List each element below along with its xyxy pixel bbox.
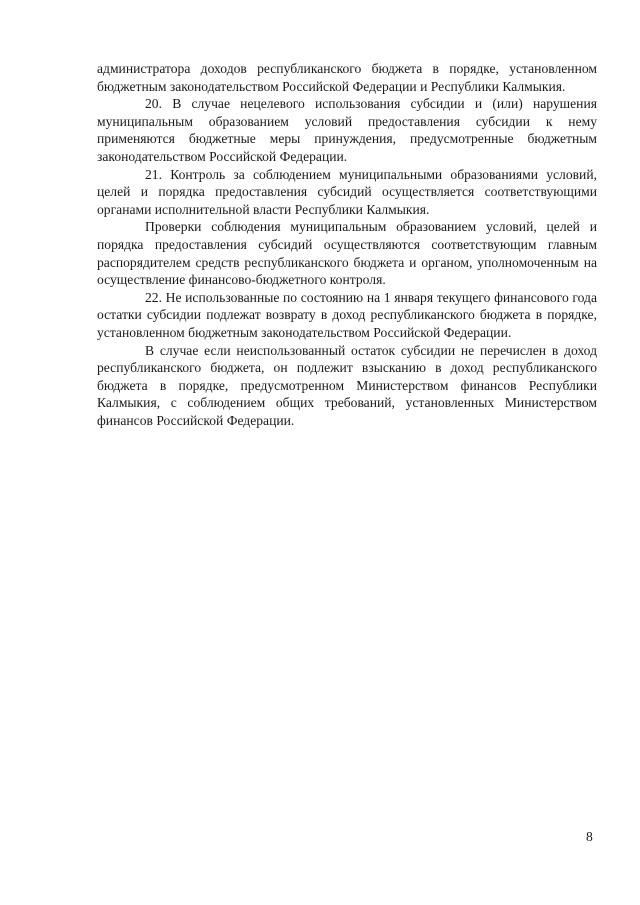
paragraph-22: 22. Не использованные по состоянию на 1 января текущего финансового года остатки субсидии подлежат возврату в доход республиканского бюджета в порядке, установленном бюджетным законодательством Российской Федерации. bbox=[97, 289, 597, 340]
page-number: 8 bbox=[586, 829, 593, 844]
paragraph-22-unused: В случае если неиспользованный остаток субсидии не перечислен в доход республиканского бюджета, он подлежит взысканию в доход республиканского бюджета в порядке, предусмотренном Министерством финансов Республики Калмыкия, с соблюдением общих требований, установленных Министерством финансов Российской Федерации. bbox=[97, 342, 597, 428]
paragraph-21-checks: Проверки соблюдения муниципальным образованием условий, целей и порядка предоставления субсидий осуществляются соответствующим главным распорядителем средств республиканского бюджета и органом, уполномоченным на осуществление финансово-бюджетного контроля. bbox=[97, 219, 597, 288]
document-body bbox=[97, 60, 597, 429]
paragraph-continuation: администратора доходов республиканского бюджета в порядке, установленном бюджетным законодательством Российской Федерации и Республики Калмыкия. bbox=[97, 61, 597, 94]
paragraph-21: 21. Контроль за соблюдением муниципальными образованиями условий, целей и порядка предоставления субсидий осуществляется соответствующими органами исполнительной власти Республики Калмыкия. bbox=[97, 166, 597, 217]
paragraph-20: 20. В случае нецелевого использования субсидии и (или) нарушения муниципальным образованием условий предоставления субсидии к нему применяются бюджетные меры принуждения, предусмотренные бюджетным законодательством Российской Федерации. bbox=[97, 96, 597, 164]
